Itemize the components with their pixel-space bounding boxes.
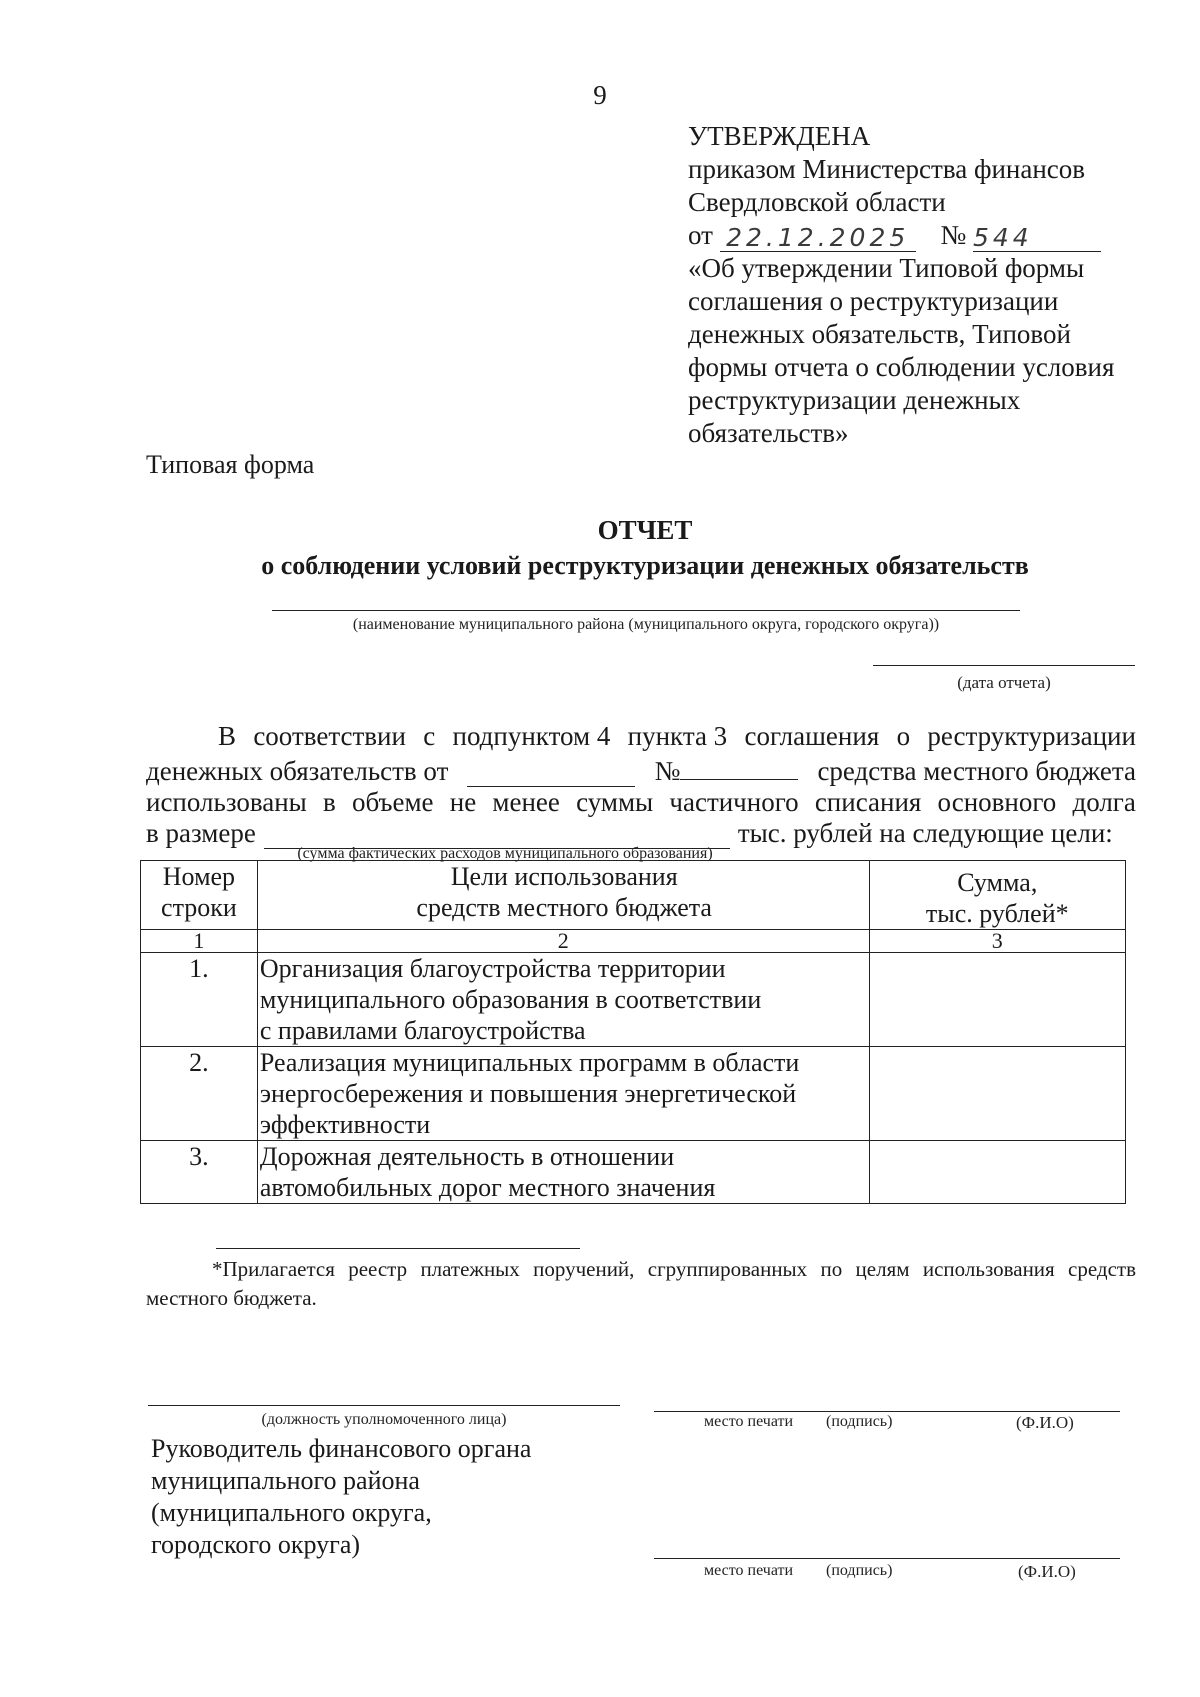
municipality-caption: (наименование муниципального района (муниципального округа, городского округа)) <box>352 616 940 633</box>
header-text: Цели использования <box>450 862 678 891</box>
header-row-number <box>141 861 258 930</box>
approval-quote-1: «Об утверждении Типовой формы <box>688 253 1085 283</box>
paragraph-line-2 <box>146 752 1136 787</box>
approval-quote-4: формы отчета о соблюдении условия <box>688 352 1115 382</box>
number-handwritten: 544 <box>972 223 1033 252</box>
p2-number-group <box>655 752 799 787</box>
report-date-caption: (дата отчета) <box>957 673 1051 692</box>
approval-line-2: Свердловской области <box>688 187 946 217</box>
agreement-number-blank <box>680 752 798 780</box>
row-sum[interactable] <box>869 1047 1125 1141</box>
p3-word: объеме <box>351 787 434 817</box>
p1-word: соответствии <box>253 721 406 751</box>
p3-word: использованы <box>146 787 307 817</box>
position-caption: (должность уполномоченного лица) <box>261 1411 507 1428</box>
sign-caption-1: (подпись) <box>826 1413 893 1430</box>
p1-word: соглашения <box>744 721 880 751</box>
page-number: 9 <box>593 80 607 110</box>
header-text: строки <box>161 893 237 922</box>
p3-word: не <box>449 787 477 817</box>
head-line: муниципального района <box>151 1466 420 1495</box>
form-type: Типовая форма <box>146 450 315 479</box>
footnote: *Прилагается реестр платежных поручений, сгруппированных по целям использования средств местного бюджета. <box>146 1257 1136 1310</box>
p3-word: долга <box>1072 787 1136 817</box>
sign-caption-2: (подпись) <box>826 1562 893 1579</box>
number-field <box>973 221 1101 252</box>
p1-word: В <box>218 721 237 751</box>
stamp-caption-1: место печати <box>704 1413 794 1430</box>
goal-line: эффективности <box>259 1110 431 1139</box>
goal-line: Дорожная деятельность в отношении <box>259 1142 675 1171</box>
row-number: 2. <box>141 1047 258 1141</box>
goal-line: с правилами благоустройства <box>259 1016 586 1045</box>
p3-word: частичного <box>669 787 799 817</box>
goal-line: автомобильных дорог местного значения <box>259 1173 716 1202</box>
approval-quote-6: обязательств» <box>688 418 849 448</box>
table-header-row <box>141 861 1126 930</box>
p3-word: в <box>323 787 336 817</box>
column-number: 2 <box>257 930 869 953</box>
report-paragraph <box>146 721 1136 849</box>
goal-line: Реализация муниципальных программ в области <box>259 1048 800 1077</box>
approval-title: УТВЕРЖДЕНА <box>688 121 871 151</box>
p3-word: списания <box>814 787 922 817</box>
municipality-line <box>272 610 1020 611</box>
column-number: 3 <box>869 930 1125 953</box>
goals-table <box>140 860 1126 1204</box>
position-line <box>148 1405 620 1406</box>
header-text: тыс. рублей* <box>925 899 1069 928</box>
approval-quote-5: реструктуризации денежных <box>688 385 1021 415</box>
p1-word: о <box>896 721 911 751</box>
paragraph-line-1 <box>146 721 1136 752</box>
stamp-caption-2: место печати <box>704 1562 794 1579</box>
p2-text-b: № <box>654 756 681 786</box>
p4-text-a: в размере <box>146 818 256 848</box>
p4-text-b: тыс. рублей на следующие цели: <box>737 818 1113 848</box>
table-column-numbers <box>141 930 1126 953</box>
report-title: ОТЧЕТ <box>597 515 693 545</box>
table-row <box>141 953 1126 1047</box>
header-text: Сумма, <box>957 868 1038 897</box>
approval-line-1: приказом Министерства финансов <box>688 154 1086 184</box>
sum-caption: (сумма фактических расходов муниципального образования) <box>297 845 713 862</box>
table-row <box>141 1047 1126 1141</box>
head-line: (муниципального округа, <box>151 1498 432 1527</box>
date-prefix: от <box>688 220 713 250</box>
p3-word: менее <box>492 787 560 817</box>
approval-quote-2: соглашения о реструктуризации <box>688 286 1059 316</box>
signature-line-2 <box>654 1558 1120 1559</box>
head-line: Руководитель финансового органа <box>151 1434 532 1463</box>
row-sum[interactable] <box>869 1141 1125 1204</box>
approval-date-line <box>688 219 1158 252</box>
number-prefix: № <box>940 220 967 250</box>
column-number: 1 <box>141 930 258 953</box>
name-caption-1: (Ф.И.О) <box>1016 1413 1074 1432</box>
footnote-separator <box>216 1248 580 1249</box>
header-text: средств местного бюджета <box>416 893 712 922</box>
agreement-date-blank <box>467 759 635 787</box>
approval-quote-3: денежных обязательств, Типовой <box>688 319 1071 349</box>
signature-line-1 <box>654 1411 1120 1412</box>
header-goals <box>257 861 869 930</box>
approval-block <box>688 120 1158 450</box>
row-number: 1. <box>141 953 258 1047</box>
header-text: Номер <box>162 862 236 891</box>
p1-word: подпунктом 4 <box>452 721 611 751</box>
report-date-line <box>873 665 1135 666</box>
table-row <box>141 1141 1126 1204</box>
date-handwritten: 22.12.2025 <box>726 223 910 252</box>
p3-word: суммы <box>576 787 654 817</box>
goal-line: энергосбережения и повышения энергетической <box>259 1079 797 1108</box>
goal-line: муниципального образования в соответствии <box>259 985 762 1014</box>
row-sum[interactable] <box>869 953 1125 1047</box>
goal-line: Организация благоустройства территории <box>259 954 726 983</box>
p1-word: с <box>423 721 436 751</box>
row-number: 3. <box>141 1141 258 1204</box>
header-sum <box>869 861 1125 930</box>
p3-word: основного <box>937 787 1057 817</box>
p1-word: реструктуризации <box>927 721 1136 751</box>
p1-word: пункта 3 <box>627 721 728 751</box>
row-goal <box>257 1141 869 1204</box>
row-goal <box>257 1047 869 1141</box>
report-subtitle: о соблюдении условий реструктуризации денежных обязательств <box>261 551 1029 580</box>
p2-text-a: денежных обязательств от <box>146 756 449 786</box>
paragraph-line-3 <box>146 787 1136 818</box>
row-goal <box>257 953 869 1047</box>
head-title <box>151 1433 531 1561</box>
p2-text-c: средства местного бюджета <box>817 756 1136 786</box>
date-field <box>720 221 916 252</box>
head-line: городского округа) <box>151 1530 361 1559</box>
name-caption-2: (Ф.И.О) <box>1018 1562 1076 1581</box>
